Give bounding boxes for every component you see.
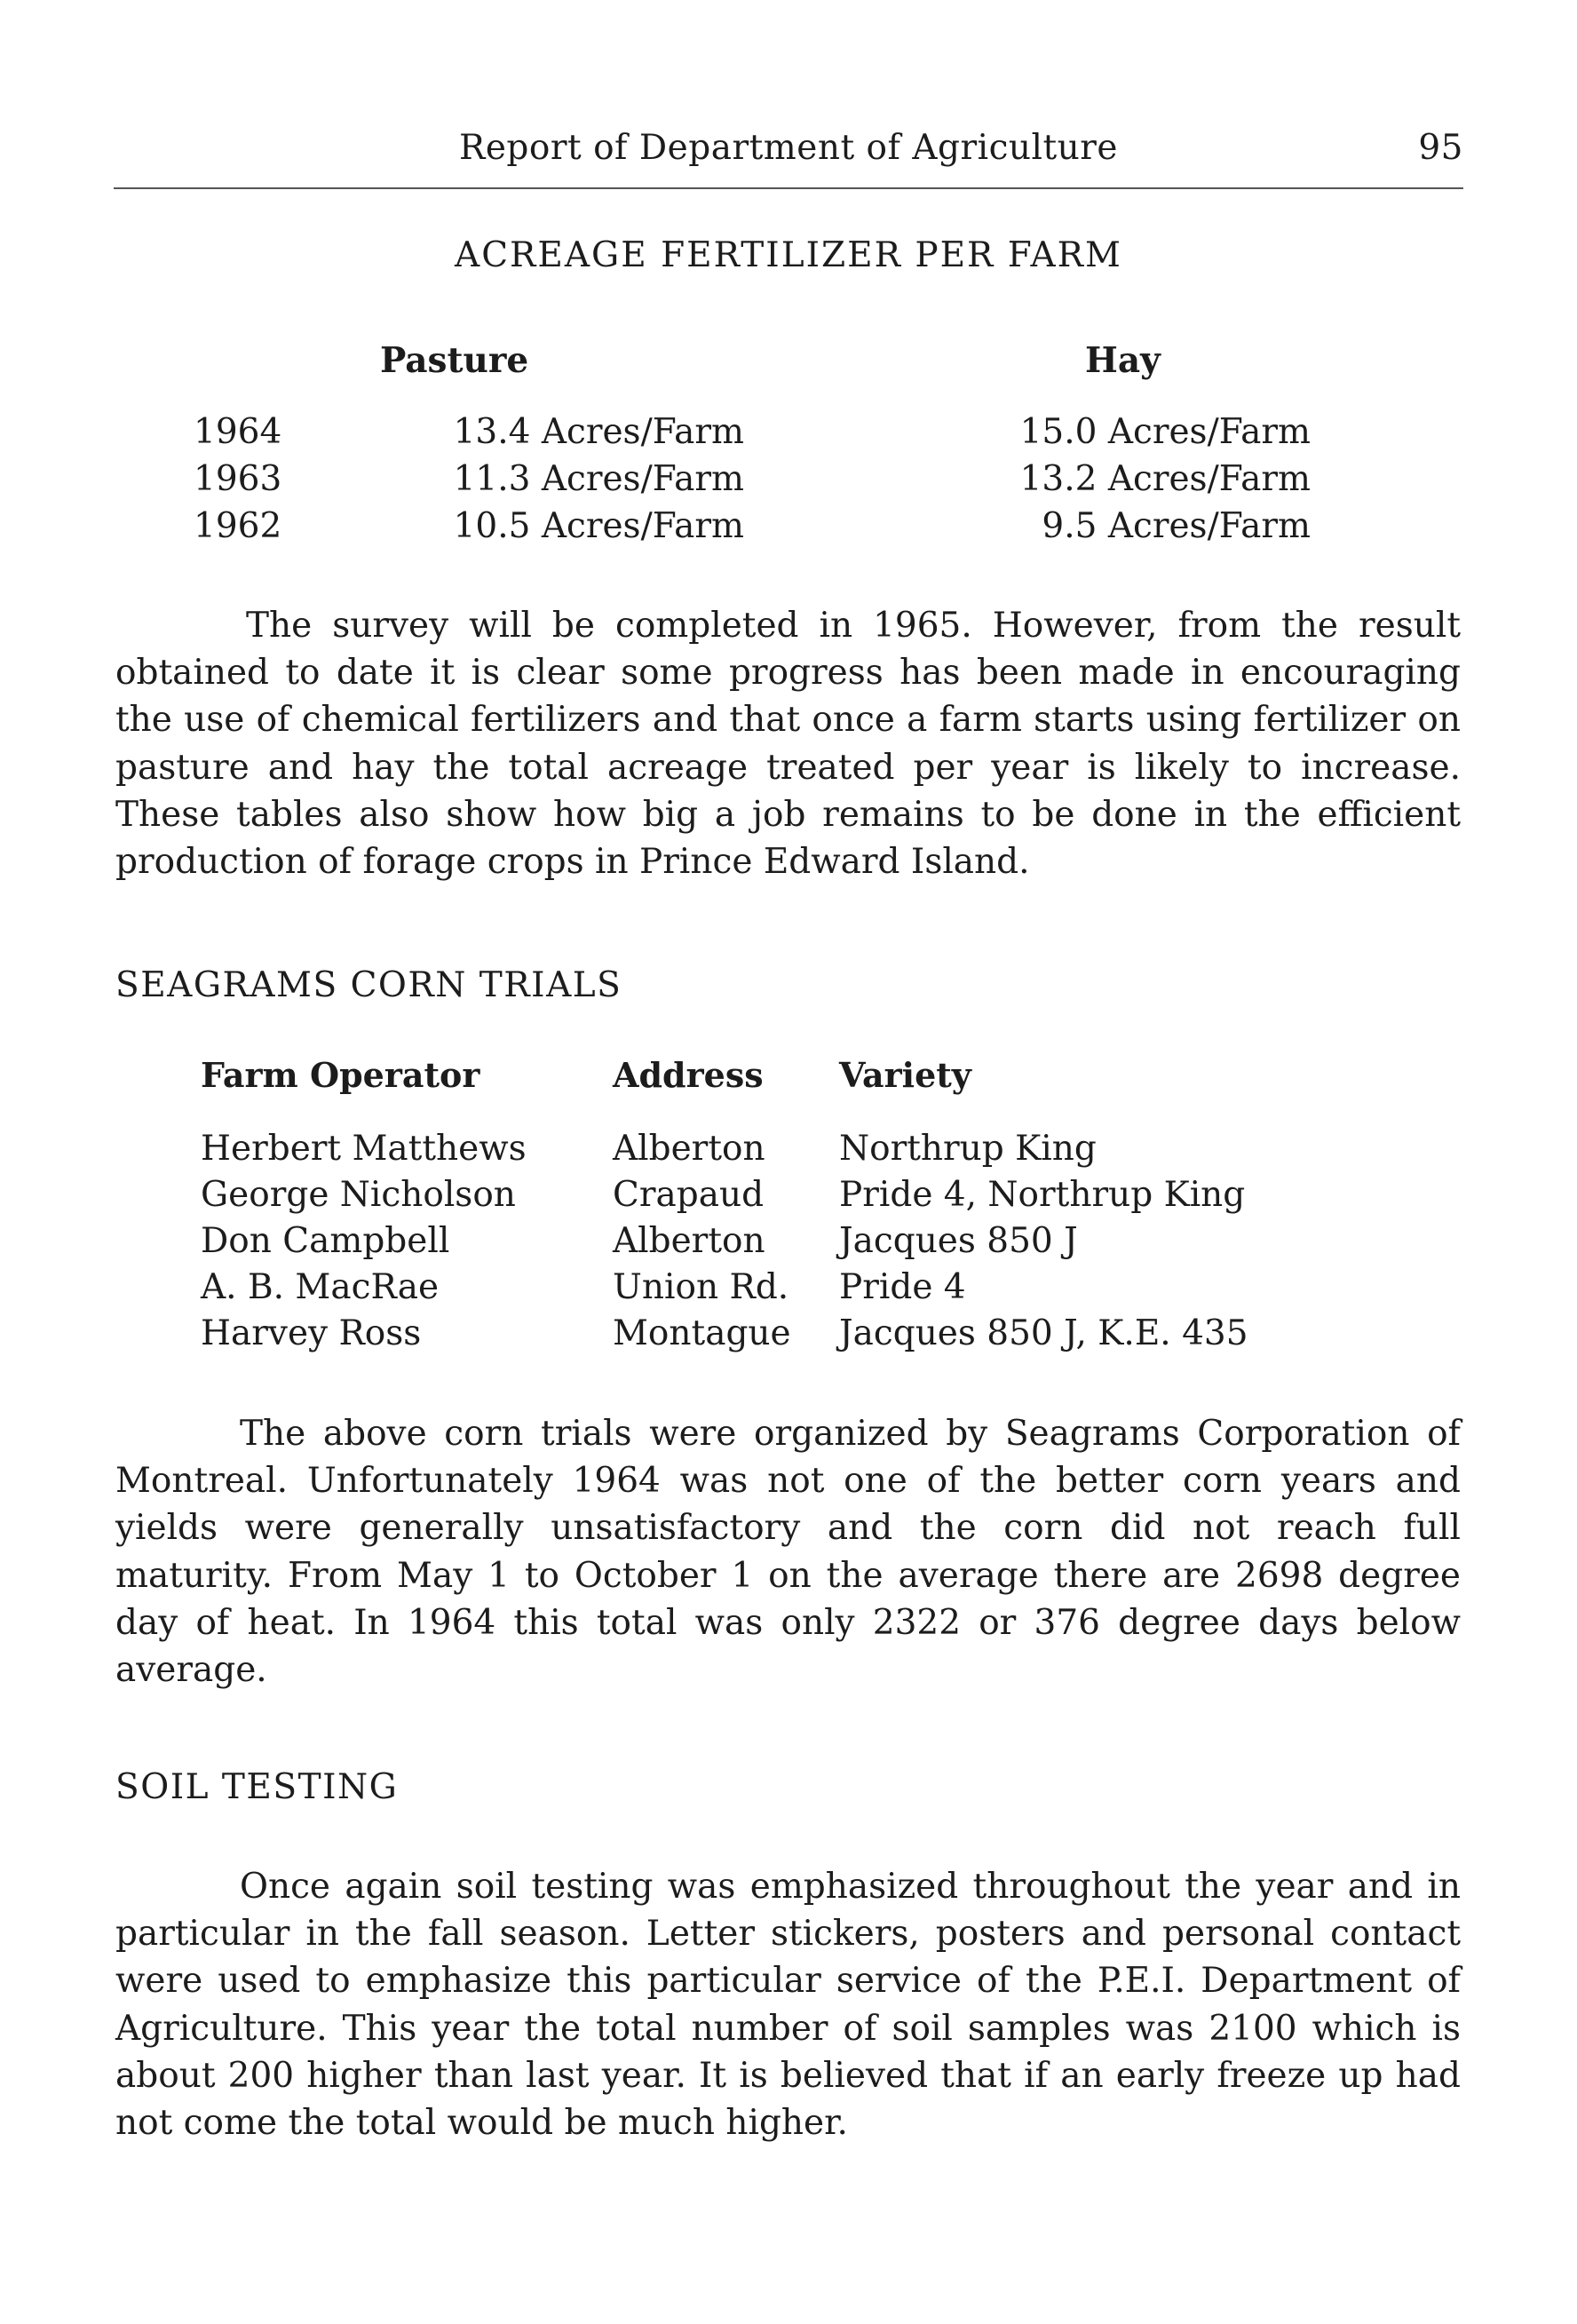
acreage-pasture-value: 11.3 Acres/Farm [453,459,744,499]
farm-address: Alberton [613,1221,765,1261]
corn-variety: Jacques 850 J, K.E. 435 [839,1313,1248,1353]
farm-address: Crapaud [613,1175,765,1215]
corn-trial-row [0,1221,1577,1267]
farm-address: Alberton [613,1129,765,1169]
farm-address: Union Rd. [613,1267,789,1307]
acreage-hay-value: 9.5 Acres/Farm [1042,506,1311,546]
corn-variety: Jacques 850 J [839,1221,1078,1261]
address-column-header: Address [613,1055,764,1095]
acreage-row [0,506,1577,554]
corn-trial-row [0,1129,1577,1175]
pasture-column-header: Pasture [380,340,529,381]
corn-trial-row [0,1267,1577,1313]
survey-paragraph: The survey will be completed in 1965. However, from the result obtained to date it is clear some progress has been made in encouraging the use of chemical fertilizers and that once a farm starts using fertilizer on pasture and hay the total acreage treated per year is likely to increase. These tables also show how big a job remains to be done in the efficient production of forage crops in Prince Edward Island. [115,606,1461,883]
farm-address: Montague [613,1313,791,1353]
acreage-hay-value: 15.0 Acres/Farm [1019,412,1311,452]
corn-trials-heading: SEAGRAMS CORN TRIALS [115,965,622,1005]
acreage-hay-value: 13.2 Acres/Farm [1019,459,1311,499]
hay-column-header: Hay [1085,340,1161,381]
corn-trials-paragraph: The above corn trials were organized by Seagrams Corporation of Montreal. Unfortunately 1964 was not one of the better corn years and yields were generally unsatisfactory and the corn did not reach full maturity. From May 1 to October 1 on the average there are 2698 degree day of heat. In 1964 this total was only 2322 or 376 degree days below average. [115,1414,1461,1691]
acreage-year: 1964 [194,412,282,452]
corn-variety: Pride 4, Northrup King [839,1175,1246,1215]
farm-operator: Herbert Matthews [201,1129,527,1169]
corn-trial-row [0,1313,1577,1360]
header-rule [114,187,1463,189]
farm-operator: Harvey Ross [201,1313,422,1353]
running-header-title: Report of Department of Agriculture [458,128,1119,168]
corn-trial-row [0,1175,1577,1221]
acreage-pasture-value: 10.5 Acres/Farm [453,506,744,546]
corn-variety: Pride 4 [839,1267,966,1307]
soil-testing-paragraph: Once again soil testing was emphasized throughout the year and in particular in the fall season. Letter stickers, posters and personal contact were used to emphasize this particular service of the P.E.I. Department of Agriculture. This year the total number of soil samples was 2100 which is about 200 higher than last year. It is believed that if an early freeze up had not come the total would be much higher. [115,1867,1461,2144]
acreage-year: 1963 [194,459,282,499]
page-number: 95 [1418,128,1463,168]
running-header [114,124,1463,178]
acreage-year: 1962 [194,506,282,546]
acreage-row [0,459,1577,507]
farm-operator-column-header: Farm Operator [201,1055,480,1095]
acreage-row [0,412,1577,460]
corn-variety: Northrup King [839,1129,1097,1169]
farm-operator: George Nicholson [201,1175,516,1215]
farm-operator: A. B. MacRae [201,1267,440,1307]
soil-testing-heading: SOIL TESTING [115,1767,399,1807]
acreage-pasture-value: 13.4 Acres/Farm [453,412,744,452]
farm-operator: Don Campbell [201,1221,450,1261]
variety-column-header: Variety [839,1055,971,1095]
acreage-table-title: ACREAGE FERTILIZER PER FARM [455,235,1122,275]
